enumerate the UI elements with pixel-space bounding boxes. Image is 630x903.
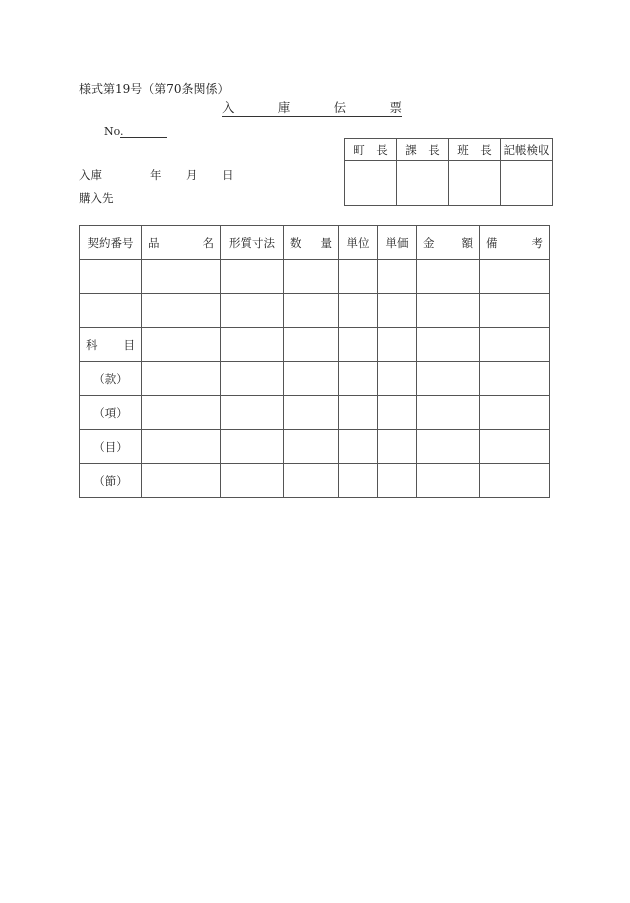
table-cell[interactable] (339, 464, 378, 498)
col-unit: 単位 (339, 226, 378, 260)
table-cell[interactable] (339, 328, 378, 362)
title-char: 入 (222, 100, 235, 115)
slip-number-label: No. (104, 125, 124, 138)
stock-entry-table (79, 225, 550, 498)
table-cell[interactable] (142, 464, 221, 498)
table-cell[interactable] (378, 396, 417, 430)
table-cell[interactable] (480, 396, 550, 430)
table-cell[interactable] (142, 396, 221, 430)
col-unit-price: 単価 (378, 226, 417, 260)
col-contract-number: 契約番号 (80, 226, 142, 260)
row-label-kou: （項） (80, 396, 142, 430)
table-cell[interactable] (378, 328, 417, 362)
table-cell[interactable] (284, 260, 339, 294)
table-row (80, 260, 550, 294)
row-label-moku: （目） (80, 430, 142, 464)
table-cell[interactable] (417, 260, 480, 294)
table-cell[interactable] (417, 396, 480, 430)
table-cell[interactable] (284, 294, 339, 328)
approval-stamp-cell[interactable] (449, 161, 501, 206)
table-cell[interactable] (480, 294, 550, 328)
table-cell[interactable] (221, 328, 284, 362)
row-label-account: 科 目 (80, 328, 142, 362)
row-label-setsu: （節） (80, 464, 142, 498)
table-cell[interactable] (417, 294, 480, 328)
table-cell[interactable] (221, 294, 284, 328)
table-cell[interactable] (378, 430, 417, 464)
year-label: 年 (150, 168, 162, 182)
table-cell[interactable] (480, 328, 550, 362)
table-cell[interactable] (417, 328, 480, 362)
table-cell[interactable] (142, 430, 221, 464)
table-cell[interactable] (221, 260, 284, 294)
table-cell[interactable] (339, 396, 378, 430)
table-cell[interactable] (221, 464, 284, 498)
day-label: 日 (222, 168, 234, 182)
approval-stamp-table (344, 138, 553, 206)
table-cell[interactable] (221, 362, 284, 396)
col-quantity: 数 量 (284, 226, 339, 260)
supplier-label: 購入先 (79, 191, 114, 205)
title-char: 票 (389, 100, 402, 115)
table-cell[interactable] (480, 430, 550, 464)
table-cell[interactable] (480, 260, 550, 294)
entry-date-label: 入庫 (79, 168, 102, 182)
table-cell[interactable] (142, 294, 221, 328)
table-row (80, 328, 550, 362)
table-cell[interactable] (284, 430, 339, 464)
row-label-kan: （款） (80, 362, 142, 396)
title-char: 伝 (333, 100, 347, 115)
table-cell[interactable] (80, 260, 142, 294)
table-cell[interactable] (142, 260, 221, 294)
table-cell[interactable] (284, 464, 339, 498)
table-cell[interactable] (284, 396, 339, 430)
slip-number-field[interactable] (120, 137, 167, 138)
col-specification: 形質寸法 (221, 226, 284, 260)
table-cell[interactable] (417, 464, 480, 498)
table-cell[interactable] (339, 260, 378, 294)
table-cell[interactable] (284, 328, 339, 362)
table-cell[interactable] (339, 430, 378, 464)
table-cell[interactable] (221, 396, 284, 430)
form-number: 様式第19号（第70条関係） (79, 82, 230, 96)
approval-header-team-leader: 班 長 (449, 139, 501, 161)
col-remarks: 備 考 (480, 226, 550, 260)
approval-stamp-cell[interactable] (501, 161, 553, 206)
table-cell[interactable] (339, 294, 378, 328)
table-row (80, 430, 550, 464)
table-cell[interactable] (378, 294, 417, 328)
table-cell[interactable] (284, 362, 339, 396)
table-cell[interactable] (378, 464, 417, 498)
table-cell[interactable] (221, 430, 284, 464)
approval-stamp-cell[interactable] (345, 161, 397, 206)
table-row (80, 464, 550, 498)
table-cell[interactable] (142, 328, 221, 362)
table-row (80, 396, 550, 430)
table-cell[interactable] (480, 464, 550, 498)
table-cell[interactable] (378, 260, 417, 294)
approval-header-section-chief: 課 長 (397, 139, 449, 161)
title-char: 庫 (277, 100, 291, 115)
table-row (80, 362, 550, 396)
approval-stamp-cell[interactable] (397, 161, 449, 206)
table-row (80, 294, 550, 328)
month-label: 月 (186, 168, 198, 182)
approval-header-mayor: 町 長 (345, 139, 397, 161)
table-cell[interactable] (142, 362, 221, 396)
table-cell[interactable] (417, 430, 480, 464)
approval-header-bookkeeping: 記帳検収 (501, 139, 553, 161)
table-cell[interactable] (480, 362, 550, 396)
table-cell[interactable] (417, 362, 480, 396)
col-amount: 金 額 (417, 226, 480, 260)
table-cell[interactable] (378, 362, 417, 396)
table-cell[interactable] (339, 362, 378, 396)
slip-title (222, 101, 402, 117)
table-header-row (80, 226, 550, 260)
table-cell[interactable] (80, 294, 142, 328)
col-item-name: 品 名 (142, 226, 221, 260)
